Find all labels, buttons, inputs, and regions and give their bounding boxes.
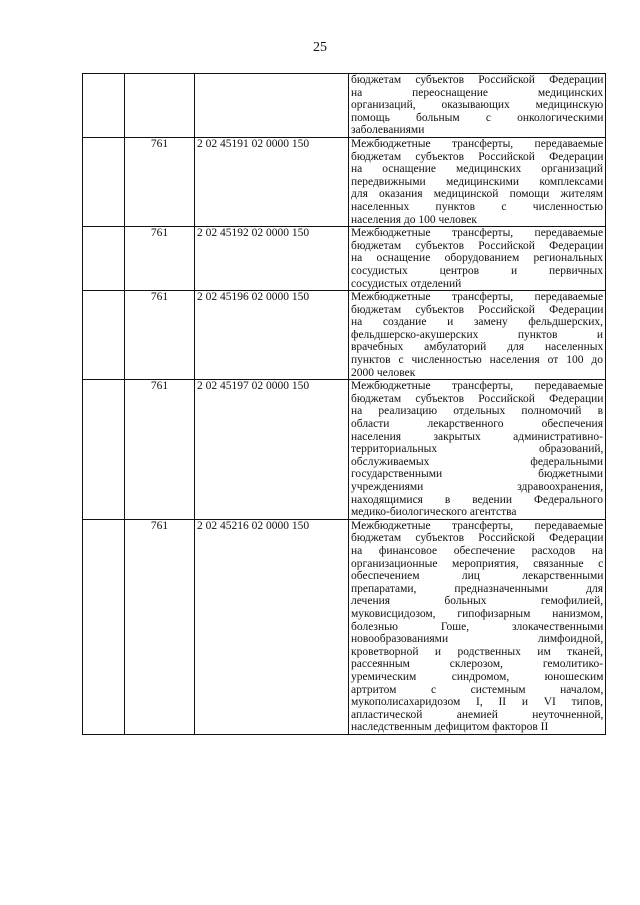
description-cell bbox=[349, 519, 606, 734]
empty-cell bbox=[83, 380, 125, 520]
description-line: Межбюджетные трансферты, передаваемые bbox=[351, 137, 604, 150]
budget-code-cell: 2 02 45196 02 0000 150 bbox=[195, 291, 349, 380]
page-number: 25 bbox=[313, 40, 327, 55]
description-line: для оказания медицинской помощи жителям bbox=[351, 188, 603, 201]
description-line: медико-биологического агентства bbox=[351, 506, 517, 519]
description-line: кроветворной и родственных им тканей, bbox=[351, 645, 603, 658]
description-line: области лекарственного обеспечения bbox=[351, 418, 603, 431]
description-line: населения закрытых административно- bbox=[351, 430, 603, 443]
description-line: рассеянным склерозом, гемолитико- bbox=[351, 658, 604, 671]
description-line: бюджетам субъектов Российской Федерации bbox=[351, 150, 604, 163]
description-line: фельдшерско-акушерских пунктов и bbox=[351, 328, 603, 341]
description-line: населенных пунктов с численностью bbox=[351, 200, 603, 213]
description-line: на создание и замену фельдшерских, bbox=[351, 316, 603, 329]
table-row bbox=[83, 291, 606, 380]
description-line: обеспечением лиц лекарственными bbox=[351, 570, 604, 583]
description-line: сосудистых центров и первичных bbox=[351, 264, 604, 277]
table-row bbox=[83, 227, 606, 291]
budget-code-cell: 2 02 45192 02 0000 150 bbox=[195, 227, 349, 291]
description-line: препаратами, предназначенными для bbox=[351, 582, 603, 595]
description-line: передвижными медицинскими комплексами bbox=[351, 175, 604, 188]
description-line: Межбюджетные трансферты, передаваемые bbox=[351, 227, 604, 240]
budget-classification-table bbox=[82, 73, 606, 735]
description-cell bbox=[349, 291, 606, 380]
table-body bbox=[83, 74, 606, 735]
description-line: Межбюджетные трансферты, передаваемые bbox=[351, 291, 604, 304]
description-line: бюджетам субъектов Российской Федерации bbox=[351, 392, 604, 405]
description-cell bbox=[349, 74, 606, 138]
description-line: врачебных амбулаторий для населенных bbox=[351, 341, 604, 354]
description-line: организационные мероприятия, связанные с bbox=[351, 557, 604, 570]
description-line: на оснащение оборудованием региональных bbox=[351, 252, 603, 265]
budget-code-cell: 2 02 45197 02 0000 150 bbox=[195, 380, 349, 520]
description-line: болезнью Гоше, злокачественными bbox=[351, 620, 604, 633]
description-line: территориальных образований, bbox=[351, 443, 604, 456]
description-line: заболеваниями bbox=[351, 124, 425, 137]
empty-cell bbox=[83, 137, 125, 226]
admin-code-cell: 761 bbox=[125, 519, 195, 734]
description-line: новообразованиями лимфоидной, bbox=[351, 633, 604, 646]
description-line: бюджетам субъектов Российской Федерации bbox=[351, 239, 604, 252]
table-row bbox=[83, 137, 606, 226]
description-line: мукополисахаридозом I, II и VI типов, bbox=[351, 696, 603, 709]
description-line: на финансовое обеспечение расходов на bbox=[351, 544, 604, 557]
description-line: бюджетам субъектов Российской Федерации bbox=[351, 74, 604, 86]
admin-code-cell: 761 bbox=[125, 380, 195, 520]
description-line: на переоснащение медицинских bbox=[351, 86, 604, 99]
description-line: обслуживаемых федеральными bbox=[351, 455, 603, 468]
description-line: помощь больным с онкологическими bbox=[351, 111, 604, 124]
description-line: бюджетам субъектов Российской Федерации bbox=[351, 303, 604, 316]
description-line: пунктов с численностью населения от 100 до bbox=[351, 354, 603, 367]
description-cell bbox=[349, 227, 606, 291]
description-cell bbox=[349, 380, 606, 520]
description-line: учреждениями здравоохранения, bbox=[351, 481, 604, 493]
budget-code-cell: 2 02 45191 02 0000 150 bbox=[195, 137, 349, 226]
description-line: бюджетам субъектов Российской Федерации bbox=[351, 532, 604, 545]
description-line: Межбюджетные трансферты, передаваемые bbox=[351, 380, 604, 393]
empty-cell bbox=[83, 519, 125, 734]
description-line: находящимися в ведении Федерального bbox=[351, 493, 603, 506]
empty-cell bbox=[83, 74, 125, 138]
admin-code-cell: 761 bbox=[125, 137, 195, 226]
admin-code-cell: 761 bbox=[125, 291, 195, 380]
description-line: населения до 100 человек bbox=[351, 213, 477, 226]
description-line: наследственным дефицитом факторов II bbox=[351, 721, 549, 734]
table-row bbox=[83, 74, 606, 138]
description-line: Межбюджетные трансферты, передаваемые bbox=[351, 519, 604, 532]
description-line: 2000 человек bbox=[351, 366, 416, 379]
budget-code-cell bbox=[195, 74, 349, 138]
admin-code-cell bbox=[125, 74, 195, 138]
table-row bbox=[83, 380, 606, 520]
empty-cell bbox=[83, 227, 125, 291]
empty-cell bbox=[83, 291, 125, 380]
table-row bbox=[83, 519, 606, 734]
description-line: апластической анемией неуточненной, bbox=[351, 708, 604, 721]
description-line: на реализацию отдельных полномочий в bbox=[351, 405, 603, 418]
description-line: государственными бюджетными bbox=[351, 468, 604, 481]
description-line: сосудистых отделений bbox=[351, 277, 462, 290]
admin-code-cell: 761 bbox=[125, 227, 195, 291]
description-line: организаций, оказывающих медицинскую bbox=[351, 99, 604, 112]
description-line: уремическим синдромом, юношеским bbox=[351, 670, 604, 683]
description-line: лечения больных гемофилией, bbox=[351, 595, 604, 608]
description-line: артритом с системным началом, bbox=[351, 683, 604, 696]
description-line: на оснащение медицинских организаций bbox=[351, 163, 603, 176]
description-cell bbox=[349, 137, 606, 226]
budget-code-cell: 2 02 45216 02 0000 150 bbox=[195, 519, 349, 734]
description-line: муковисцидозом, гипофизарным нанизмом, bbox=[351, 607, 604, 620]
